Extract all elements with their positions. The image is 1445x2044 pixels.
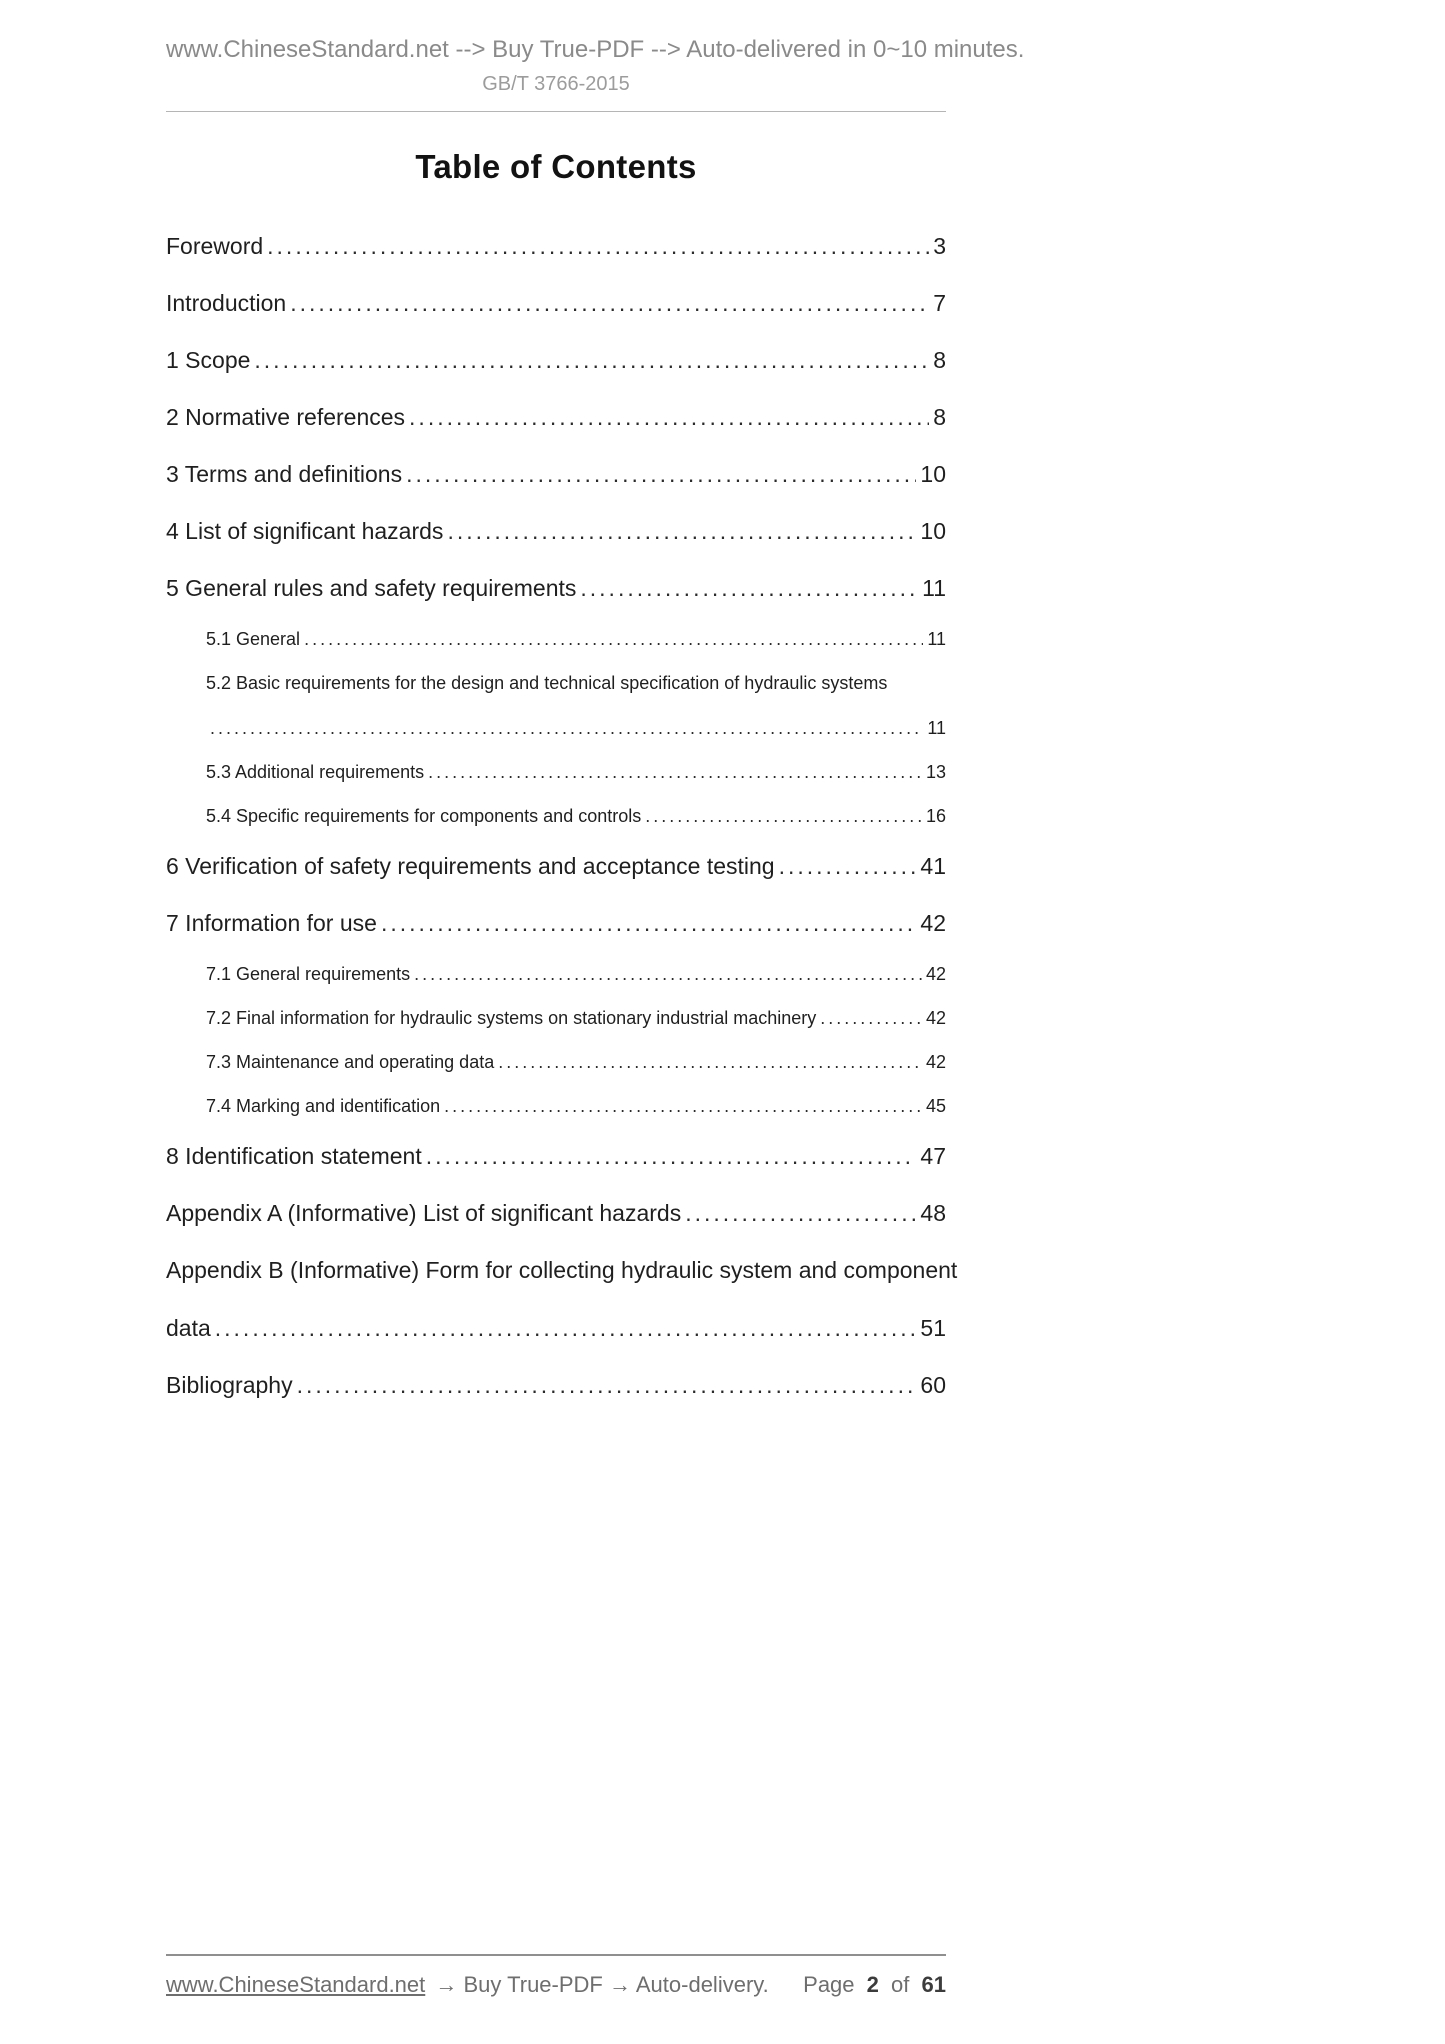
toc-entry-row: [166, 908, 946, 939]
toc-entry-label: data: [166, 1315, 211, 1341]
toc-entry-page: 60: [920, 1372, 946, 1398]
toc-entry: [206, 627, 946, 651]
toc-dot-leader: [414, 962, 922, 986]
toc-entry-row: [166, 402, 946, 433]
toc-entry-page: 10: [920, 461, 946, 487]
toc-entry-text: 5.2 Basic requirements for the design and technical specification of hydraulic systems: [206, 673, 888, 693]
toc-entry-row: [166, 1370, 946, 1401]
toc-entry-label: 7 Information for use: [166, 910, 377, 936]
toc-entry-page: 13: [925, 762, 946, 782]
footer-left-text: [166, 1972, 773, 1998]
toc-entry-page: 11: [927, 629, 946, 649]
toc-dot-leader: [290, 288, 929, 319]
toc-entry-page: 16: [925, 806, 946, 826]
toc-entry: [206, 760, 946, 784]
footer-page-info: [797, 1972, 946, 1998]
toc-entry-label: 7.1 General requirements: [206, 964, 411, 984]
toc-entry-row: [206, 1094, 946, 1118]
toc-entry-label: 5 General rules and safety requirements: [166, 575, 577, 601]
toc-entry-row: [166, 1141, 946, 1172]
footer-row: [166, 1972, 946, 1998]
toc-entry-row: [166, 345, 946, 376]
toc-dot-leader: [645, 804, 922, 828]
toc-entry-row: [206, 716, 946, 740]
toc-entry-row: [166, 573, 946, 604]
toc-dot-leader: [381, 908, 916, 939]
footer-page-label: Page: [803, 1972, 855, 1997]
toc-entry-row: [166, 288, 946, 319]
toc-dot-leader: [580, 573, 918, 604]
toc-entry: [166, 231, 946, 262]
toc-entry-row: [206, 962, 946, 986]
toc-entry-page: 41: [920, 853, 946, 879]
toc-entry: [166, 851, 946, 882]
page-header: [166, 0, 1025, 112]
toc-dot-leader: [409, 402, 929, 433]
toc-entry: [166, 908, 946, 939]
toc-entry-page: 3: [933, 233, 946, 259]
toc-entry-label: Bibliography: [166, 1372, 293, 1398]
toc-dot-leader: [685, 1198, 916, 1229]
toc-entry-row: [166, 1313, 946, 1344]
toc-entry-row: [206, 1006, 946, 1030]
toc-entry: [166, 345, 946, 376]
page-title: Table of Contents: [415, 148, 697, 185]
header-banner-text: www.ChineseStandard.net --> Buy True-PDF --> Auto-delivered in 0~10 minutes.: [166, 36, 1025, 63]
toc-entry-page: 10: [920, 518, 946, 544]
toc-entry-label: Introduction: [166, 290, 287, 316]
toc-entry-page: 51: [920, 1315, 946, 1341]
toc-entry-page: 8: [933, 347, 946, 373]
toc-entry-page: 47: [920, 1143, 946, 1169]
toc-entry: [166, 1370, 946, 1401]
toc-entry: [166, 459, 946, 490]
toc-entry-label: 5.3 Additional requirements: [206, 762, 425, 782]
page-footer: [166, 1954, 946, 2044]
header-doc-number: GB/T 3766-2015: [482, 73, 630, 95]
toc-entry-row: [166, 1198, 946, 1229]
toc-entry-label: 8 Identification statement: [166, 1143, 422, 1169]
toc-entry-page: 45: [925, 1096, 946, 1116]
toc-entry-page: 48: [920, 1200, 946, 1226]
toc-dot-leader: [406, 459, 916, 490]
toc-entry-label: 3 Terms and definitions: [166, 461, 403, 487]
footer-tagline: → Buy True-PDF → Auto-delivery.: [435, 1972, 769, 1997]
toc-entry: [166, 1255, 958, 1344]
toc-entry-row: [166, 516, 946, 547]
toc-dot-leader: [428, 760, 922, 784]
toc-dot-leader: [820, 1006, 922, 1030]
toc-entry-row: [206, 804, 946, 828]
header-divider: [166, 111, 946, 112]
toc-entry-row: [166, 231, 946, 262]
toc-entry-row: [206, 1050, 946, 1074]
toc-entry-page: 11: [927, 718, 946, 738]
footer-site-link[interactable]: www.ChineseStandard.net: [166, 1972, 426, 1997]
toc-entry: [206, 1050, 946, 1074]
toc-entry-label: 1 Scope: [166, 347, 251, 373]
toc-dot-leader: [254, 345, 929, 376]
toc-entry: [166, 1141, 946, 1172]
toc-dot-leader: [444, 1094, 922, 1118]
toc-entry-label: 6 Verification of safety requirements and acceptance testing: [166, 853, 775, 879]
toc-dot-leader: [779, 851, 917, 882]
toc-entry-label: Foreword: [166, 233, 264, 259]
toc-entry-page: 7: [933, 290, 946, 316]
toc-dot-leader: [447, 516, 916, 547]
toc-entry-label: 7.4 Marking and identification: [206, 1096, 441, 1116]
toc-entry-label: 5.1 General: [206, 629, 301, 649]
toc-entry-page: 42: [925, 1052, 946, 1072]
toc-entry: [166, 288, 946, 319]
toc-entry: [166, 402, 946, 433]
toc-entry: [206, 1094, 946, 1118]
toc-dot-leader: [297, 1370, 917, 1401]
toc-entry-row: [166, 459, 946, 490]
toc-entry-page: 42: [920, 910, 946, 936]
toc-list: [166, 218, 958, 1414]
footer-page-number: 2: [866, 1972, 879, 1997]
toc-entry-row: [206, 760, 946, 784]
toc-entry-label: 5.4 Specific requirements for components and controls: [206, 806, 642, 826]
toc-entry: [166, 573, 946, 604]
toc-entry: [206, 804, 946, 828]
footer-page-total: 61: [921, 1972, 946, 1997]
toc-entry-label: 7.2 Final information for hydraulic systems on stationary industrial machinery: [206, 1008, 817, 1028]
toc-entry-page: 8: [933, 404, 946, 430]
toc-entry-text: Appendix B (Informative) Form for collecting hydraulic system and component: [166, 1257, 958, 1283]
footer-divider: [166, 1954, 946, 1956]
toc-entry: [206, 962, 946, 986]
toc-entry-page: 42: [925, 1008, 946, 1028]
toc-entry: [206, 671, 946, 740]
toc-entry-label: 4 List of significant hazards: [166, 518, 444, 544]
toc-entry: [166, 516, 946, 547]
toc-dot-leader: [267, 231, 929, 262]
toc-entry-label: 2 Normative references: [166, 404, 406, 430]
toc-dot-leader: [210, 716, 923, 740]
toc-dot-leader: [304, 627, 923, 651]
toc-entry-label: 7.3 Maintenance and operating data: [206, 1052, 495, 1072]
toc-entry-label: Appendix A (Informative) List of significant hazards: [166, 1200, 682, 1226]
toc-entry: [206, 1006, 946, 1030]
toc-entry-page: 11: [922, 575, 946, 601]
toc-entry: [166, 1198, 946, 1229]
toc-entry-page: 42: [925, 964, 946, 984]
toc-dot-leader: [426, 1141, 917, 1172]
toc-dot-leader: [498, 1050, 922, 1074]
toc-dot-leader: [215, 1313, 917, 1344]
toc-entry-row: [166, 851, 946, 882]
toc-entry-row: [206, 627, 946, 651]
footer-of-label: of: [891, 1972, 910, 1997]
